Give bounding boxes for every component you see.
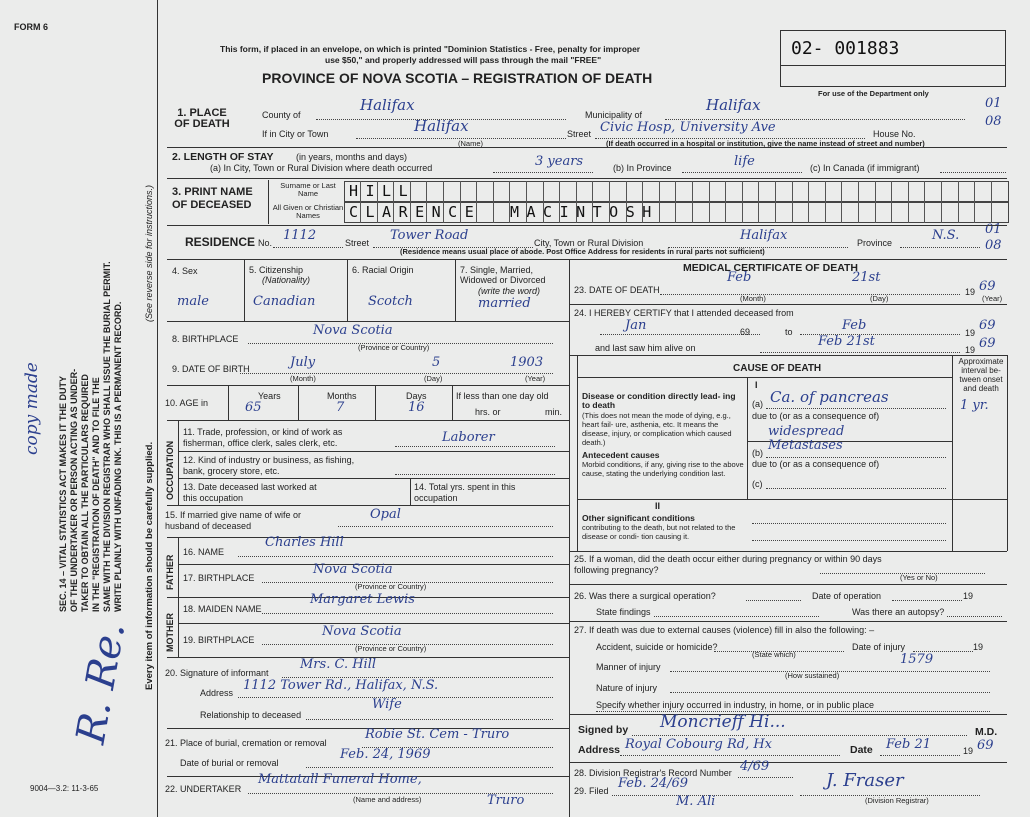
street-value: Civic Hosp, University Ave bbox=[600, 120, 776, 135]
physician-sign-date: Feb 21 bbox=[886, 737, 931, 752]
street-label: Street bbox=[567, 129, 592, 139]
burial-date-value: Feb. 24, 1969 bbox=[340, 747, 431, 762]
mother-birthplace-value: Nova Scotia bbox=[322, 624, 402, 639]
father-vertical-label: FATHER bbox=[165, 554, 175, 590]
city-label: If in City or Town bbox=[262, 129, 329, 139]
marital-status-value: married bbox=[478, 296, 531, 311]
copy-made-note: copy made bbox=[22, 362, 42, 455]
registrar-record-number: 4/69 bbox=[740, 759, 770, 774]
cause-a-interval: 1 yr. bbox=[960, 398, 989, 413]
filed-initials: M. Ali bbox=[676, 794, 716, 809]
death-month: Feb bbox=[727, 270, 752, 285]
racial-origin-value: Scotch bbox=[368, 294, 413, 309]
residence-province: N.S. bbox=[932, 228, 960, 243]
county-value: Halifax bbox=[360, 96, 415, 114]
father-birthplace-value: Nova Scotia bbox=[313, 562, 393, 577]
birth-day: 5 bbox=[432, 355, 441, 370]
dept-code-1: 01 bbox=[985, 96, 1002, 111]
city-value: Halifax bbox=[414, 117, 469, 135]
surname-grid bbox=[344, 181, 1009, 202]
margin-rule bbox=[157, 0, 158, 817]
page-title: PROVINCE OF NOVA SCOTIA – REGISTRATION OF DEATH bbox=[262, 70, 653, 86]
given-name-1: CLARENCE bbox=[349, 203, 482, 221]
vital-statistics-act-text: SEC. 14 – VITAL STATISTICS ACT MAKES IT THE DUTY OF THE UNDERTAKER OR PERSON ACTING AS UNDER- TAKER TO OBTAIN ALL THE PARTICULARS REQUIRED IN THE "REGISTRATION OF DEATH" AND TO FILE THE SAME WITH THE DIVISION REGISTRAR WHO SHALL ISSUE THE BURIAL PERMIT. WRITE PLAINLY WITH UNFADING INK. THIS IS A PERMANENT RECORD. bbox=[58, 261, 123, 612]
informant-signature: Mrs. C. Hill bbox=[300, 657, 377, 672]
place-of-death-label: 1. PLACE OF DEATH bbox=[174, 107, 230, 130]
injury-manner-value: 1579 bbox=[900, 652, 934, 667]
undertaker-town: Truro bbox=[487, 793, 525, 808]
dept-use-label: For use of the Department only bbox=[818, 89, 929, 98]
house-number-label: House No. bbox=[873, 129, 916, 139]
stay-province-value: life bbox=[734, 154, 755, 169]
hospital-note: (If death occurred in a hospital or institution, give the name instead of street and number) bbox=[606, 139, 925, 148]
initials-mark: R. Re. bbox=[67, 618, 135, 748]
birthplace-value: Nova Scotia bbox=[313, 323, 393, 338]
residence-street: Tower Road bbox=[390, 228, 469, 243]
occupation-value: Laborer bbox=[442, 430, 495, 445]
given-names-grid bbox=[344, 202, 1009, 223]
length-of-stay-label: 2. LENGTH OF STAY bbox=[172, 151, 274, 163]
reverse-side-note: (See reverse side for instructions.) bbox=[144, 184, 154, 322]
last-seen-year: 69 bbox=[979, 336, 996, 351]
age-months: 7 bbox=[336, 400, 345, 415]
sex-value: male bbox=[177, 294, 209, 309]
cause-of-death-title: CAUSE OF DEATH bbox=[733, 363, 822, 374]
residence-number: 1112 bbox=[283, 228, 317, 243]
occupation-vertical-label: OCCUPATION bbox=[165, 440, 175, 500]
mother-maiden-name-value: Margaret Lewis bbox=[310, 592, 415, 607]
last-seen-value: Feb 21st bbox=[818, 334, 875, 349]
father-name-value: Charles Hill bbox=[265, 535, 344, 550]
residence-note: (Residence means usual place of abode. Post Office Address for residents in rural parts not sufficient) bbox=[400, 247, 765, 256]
registration-number-box bbox=[780, 30, 1006, 66]
attended-to-year: 69 bbox=[979, 318, 996, 333]
county-label: County of bbox=[262, 110, 301, 120]
division-registrar-signature: J. Fraser bbox=[826, 770, 904, 791]
dept-code-2: 08 bbox=[985, 114, 1002, 129]
death-day: 21st bbox=[852, 270, 881, 285]
informant-relationship: Wife bbox=[372, 697, 402, 712]
stay-city-label: (a) In City, Town or Rural Division where death occurred bbox=[210, 163, 433, 173]
municipality-value: Halifax bbox=[706, 96, 761, 114]
mother-vertical-label: MOTHER bbox=[165, 613, 175, 652]
interval-header: Approximate interval be- tween onset and death bbox=[958, 357, 1004, 393]
attended-to-value: Feb bbox=[842, 318, 867, 333]
attended-from-value: Jan bbox=[625, 318, 647, 333]
dept-code-4: 08 bbox=[985, 238, 1002, 253]
residence-city: Halifax bbox=[740, 228, 788, 243]
undertaker-value: Mattatall Funeral Home, bbox=[258, 772, 422, 787]
spouse-name-value: Opal bbox=[370, 507, 401, 522]
age-days: 16 bbox=[408, 400, 425, 415]
physician-address: Royal Cobourg Rd, Hx bbox=[625, 737, 773, 752]
citizenship-value: Canadian bbox=[253, 294, 316, 309]
physician-signature: Moncrieff Hi... bbox=[660, 712, 786, 732]
dept-code-3: 01 bbox=[985, 222, 1002, 237]
careful-note: Every item of information should be carefully supplied. bbox=[144, 441, 155, 690]
informant-address: 1112 Tower Rd., Halifax, N.S. bbox=[243, 678, 439, 693]
cause-b-value: widespread Metastases bbox=[768, 424, 845, 453]
form-number-label: FORM 6 bbox=[14, 22, 49, 32]
stay-city-value: 3 years bbox=[535, 154, 584, 169]
given-name-2: MACINTOSH bbox=[510, 203, 659, 221]
burial-place-value: Robie St. Cem - Truro bbox=[365, 727, 510, 742]
registration-number: 02- 001883 bbox=[791, 38, 900, 59]
print-code: 9004—3.2: 11-3-65 bbox=[30, 784, 99, 793]
dept-use-box bbox=[780, 64, 1006, 87]
mail-notice-line-1: This form, if placed in an envelope, on which is printed "Dominion Statistics - Free, penalty for improper bbox=[220, 44, 641, 54]
death-year: 69 bbox=[979, 279, 996, 294]
residence-label: RESIDENCE bbox=[185, 235, 256, 249]
filed-date: Feb. 24/69 bbox=[618, 776, 689, 791]
birth-month: July bbox=[290, 355, 316, 370]
age-years: 65 bbox=[245, 400, 262, 415]
municipality-label: Municipality of bbox=[585, 110, 643, 120]
physician-sign-year: 69 bbox=[977, 738, 994, 753]
print-name-label: 3. PRINT NAME OF DECEASED bbox=[172, 186, 253, 211]
cause-a-value: Ca. of pancreas bbox=[770, 388, 889, 406]
surname-value: HILL bbox=[349, 182, 416, 200]
medical-certificate-title: MEDICAL CERTIFICATE OF DEATH bbox=[683, 262, 858, 274]
mail-notice-line-2: use $50," and properly addressed will pass through the mail "FREE" bbox=[325, 55, 602, 65]
birth-year: 1903 bbox=[510, 355, 544, 370]
